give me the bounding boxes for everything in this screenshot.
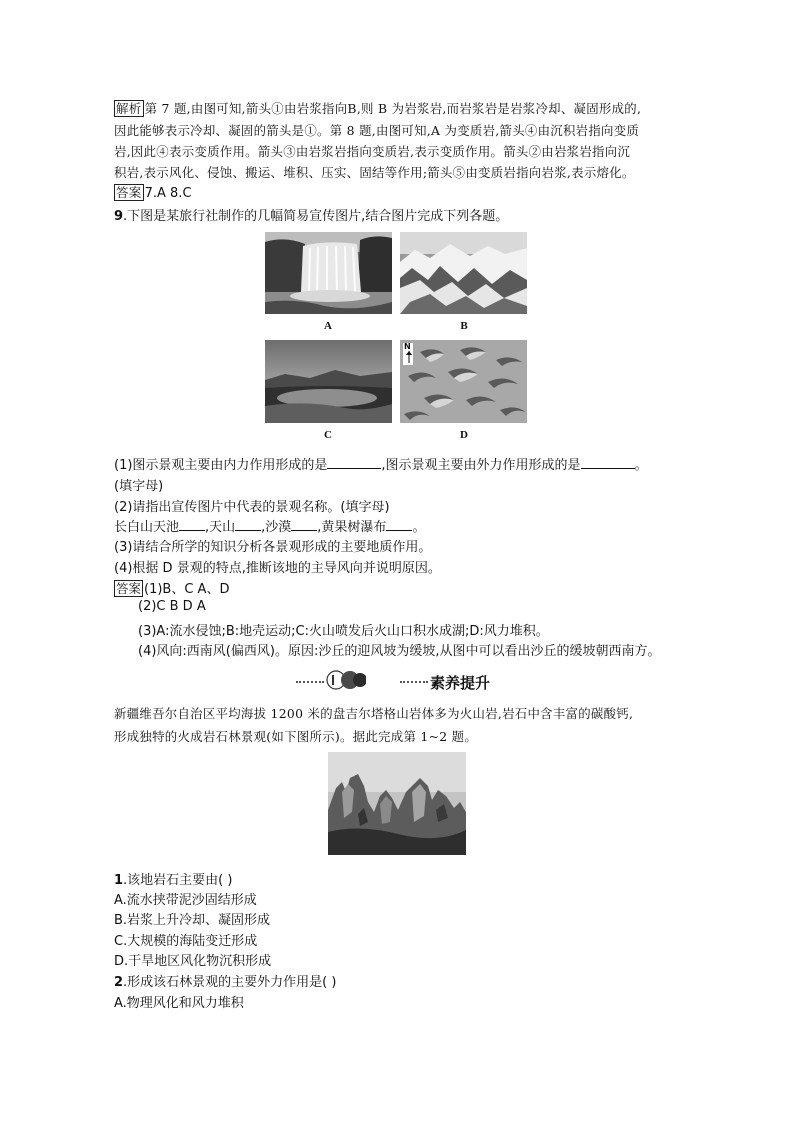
analysis-line-4: 积岩,表示风化、侵蚀、搬运、堆积、压实、固结等作用;箭头⑤由变质岩指向岩浆,表示熔化。 [114,165,635,180]
q9-sub1: (1)图示景观主要由内力作用形成的是 ,图示景观主要由外力作用形成的是 。 [114,458,648,473]
answer-9-line-3: (3)A:流水侵蚀;B:地壳运动;C:火山喷发后火山口积水成湖;D:风力堆积。 [138,624,549,639]
answer-blank[interactable] [291,518,317,531]
q1-option-c[interactable]: C.大规模的海陆变迁形成 [114,934,258,949]
q2-stem: 2.形成该石林景观的主要外力作用是( ) [114,975,337,990]
q2-option-a[interactable]: A.物理风化和风力堆积 [114,996,244,1011]
q9-sub1-note: (填字母) [114,479,164,494]
q9-sub4: (4)根据 D 景观的特点,推断该地的主导风向并说明原因。 [114,561,441,576]
q9-stem: 9.下图是某旅行社制作的几幅简易宣传图片,结合图片完成下列各题。 [114,209,509,224]
intro-line-1: 新疆维吾尔自治区平均海拔 1200 米的盘吉尔塔格山岩体多为火山岩,岩石中含丰富的碳酸钙, [114,706,634,721]
caption-b: B [460,320,468,332]
analysis-line-2: 因此能够表示冷却、凝固的箭头是①。第 8 题,由图可知,A 为变质岩,箭头④由沉积岩指向变质 [114,123,640,138]
q1-option-a[interactable]: A.流水挟带泥沙固结形成 [114,893,257,908]
answer-blank[interactable] [386,518,412,531]
photo-d-sand-dunes [400,340,527,423]
section-emblem-icon [322,669,366,695]
q1-option-d[interactable]: D.干旱地区风化物沉积形成 [114,954,272,969]
answer-tag: 答案 [116,581,142,596]
photo-b-snow-mountains [400,232,527,314]
answer-blank[interactable] [581,456,635,469]
section-dots-right [400,681,428,683]
analysis-line-3: 岩,因此④表示变质作用。箭头③由岩浆岩指向变质岩,表示变质作用。箭头②由岩浆岩指向沉 [114,144,631,159]
answer-blank[interactable] [179,518,205,531]
answer-blank[interactable] [235,518,261,531]
section-dots-left [296,681,324,683]
analysis-line-1: 解析 第 7 题,由图可知,箭头①由岩浆指向B,则 B 为岩浆岩,而岩浆岩是岩浆冷却、凝固形成的, [116,101,642,116]
q9-sub3: (3)请结合所学的知识分析各景观形成的主要地质作用。 [114,540,432,555]
caption-d: D [460,429,468,441]
answer-7-8: 答案 7.A 8.C [116,185,192,201]
answer-blank[interactable] [327,456,381,469]
answer-9-line-4: (4)风向:西南风(偏西风)。原因:沙丘的迎风坡为缓坡,从图中可以看出沙丘的缓坡朝西南方。 [138,644,661,659]
caption-a: A [324,320,332,332]
answer-tag: 答案 [116,185,142,200]
analysis-tag: 解析 [116,101,142,116]
q1-option-b[interactable]: B.岩浆上升冷却、凝固形成 [114,913,271,928]
answer-9-line-2: (2)C B D A [138,599,206,614]
intro-line-2: 形成独特的火成岩石林景观(如下图所示)。据此完成第 1~2 题。 [114,729,478,744]
north-arrow-icon [405,351,413,363]
photo-c-crater-lake [265,340,392,423]
north-label: N [404,342,411,351]
q9-sub2-items: 长白山天池 ,天山 ,沙漠 ,黄果树瀑布 。 [114,520,426,535]
caption-c: C [324,429,332,441]
section-title: 素养提升 [430,674,491,692]
answer-9-line-1: 答案 (1)B、C A、D [116,581,230,597]
photo-stone-forest [328,752,466,855]
photo-a-waterfall [265,232,392,314]
q9-sub2: (2)请指出宣传图片中代表的景观名称。(填字母) [114,500,390,515]
q1-stem: 1.该地岩石主要由( ) [114,873,233,888]
